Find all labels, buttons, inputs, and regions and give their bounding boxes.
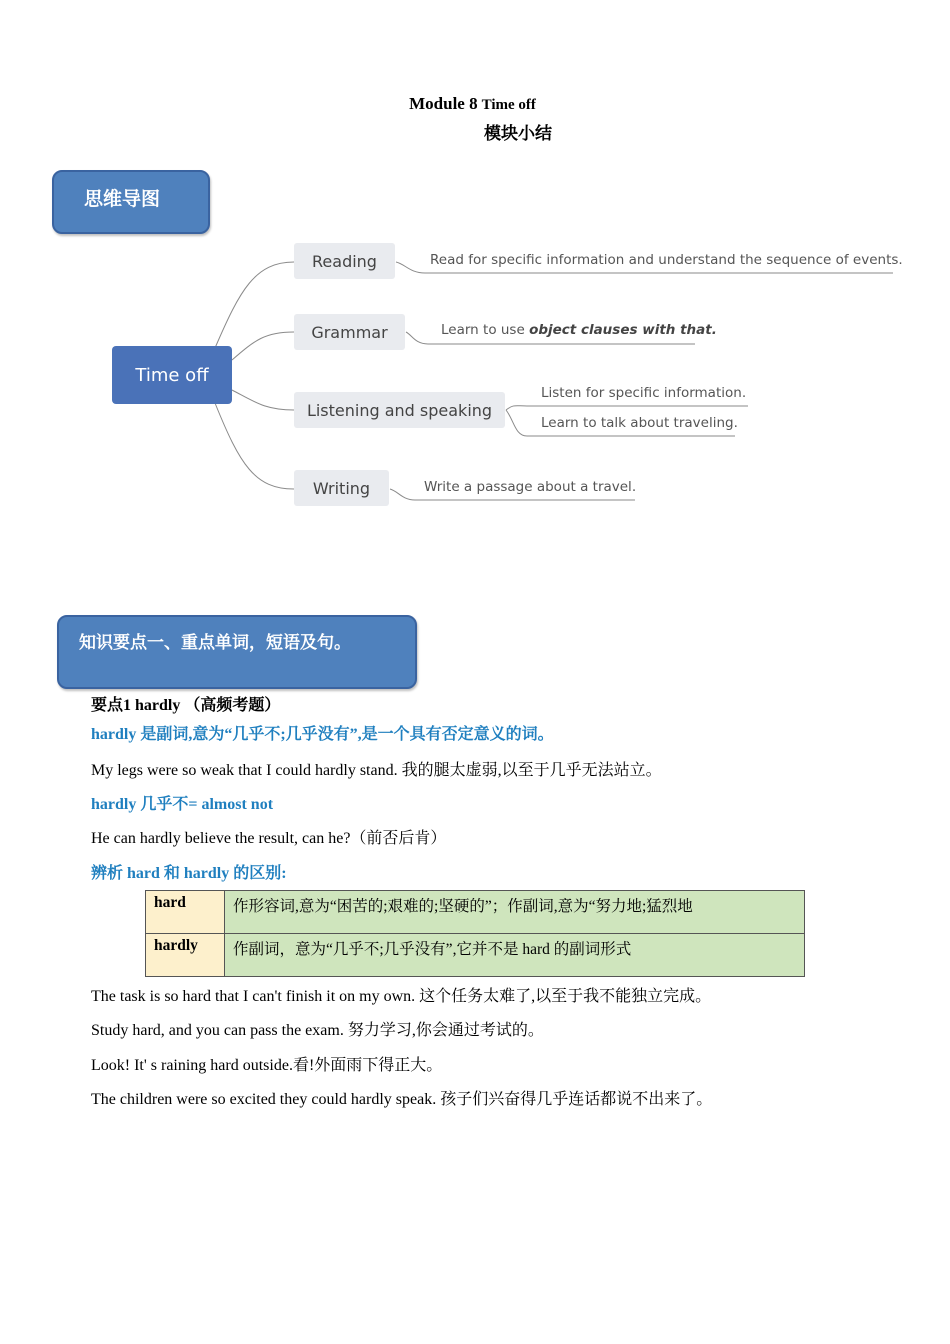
module-topic: Time off: [481, 97, 536, 113]
point1-equivalence: hardly 几乎不= almost not: [91, 796, 274, 813]
mindmap-node-grammar: Grammar: [294, 314, 405, 350]
point1-heading: 要点1 hardly （高频考题）: [91, 697, 281, 714]
leaf-underline-listening-1: [506, 406, 748, 410]
mindmap-node-writing: Writing: [294, 470, 389, 506]
point1-example2: He can hardly believe the result, can he?（前否后肯）: [91, 830, 447, 847]
mindmap-section-label: 思维导图: [84, 188, 161, 210]
point1-example1: My legs were so weak that I could hardly stand. 我的腿太虚弱,以至于几乎无法站立。: [91, 762, 662, 779]
point1-compare-heading: 辨析 hard 和 hardly 的区别:: [91, 865, 287, 882]
table-cell-meaning: 作形容词,意为“困苦的;艰难的;坚硬的”；作副词,意为“努力地;猛烈地: [225, 891, 805, 934]
example-sentence: The task is so hard that I can't finish it on my own. 这个任务太难了,以至于我不能独立完成。: [91, 988, 712, 1005]
mindmap-leaf-grammar: [441, 322, 717, 338]
table-cell-meaning: 作副词，意为“几乎不;几乎没有”,它并不是 hard 的副词形式: [225, 934, 805, 977]
connector-reading: [215, 262, 294, 348]
comparison-table: [145, 890, 805, 977]
mindmap-connectors: [0, 0, 950, 560]
mindmap-leaf-listening-1: Listen for specific information.: [541, 385, 747, 401]
grammar-leaf-prefix: Learn to use: [441, 322, 530, 338]
table-cell-word: hardly: [146, 934, 225, 977]
example-sentence: Look! It' s raining hard outside.看!外面雨下得正大。: [91, 1057, 443, 1074]
example-sentence: Study hard, and you can pass the exam. 努力学习,你会通过考试的。: [91, 1022, 544, 1039]
mindmap-node-reading: Reading: [294, 243, 395, 279]
table-row: [146, 934, 805, 977]
mindmap-node-listening-speaking: Listening and speaking: [294, 392, 505, 428]
connector-listening: [232, 390, 294, 410]
mindmap-leaf-listening-2: Learn to talk about traveling.: [541, 415, 738, 431]
module-number: Module 8: [409, 94, 478, 113]
module-subtitle: 模块小结: [484, 124, 552, 144]
mindmap-root: Time off: [112, 346, 232, 404]
point1-definition: hardly 是副词,意为“几乎不;几乎没有”,是一个具有否定意义的词。: [91, 726, 554, 743]
mindmap-leaf-reading: Read for specific information and understand the sequence of events.: [430, 252, 903, 268]
grammar-leaf-emphasis: object clauses with that.: [529, 322, 717, 338]
knowledge-section-label: 知识要点一、重点单词，短语及句。: [79, 633, 351, 653]
connector-writing: [215, 403, 294, 489]
table-row: [146, 891, 805, 934]
connector-grammar: [232, 332, 294, 360]
example-sentence: The children were so excited they could hardly speak. 孩子们兴奋得几乎连话都说不出来了。: [91, 1091, 713, 1108]
table-cell-word: hard: [146, 891, 225, 934]
knowledge-section-header: [57, 615, 417, 689]
mindmap-leaf-writing: Write a passage about a travel.: [424, 479, 637, 495]
